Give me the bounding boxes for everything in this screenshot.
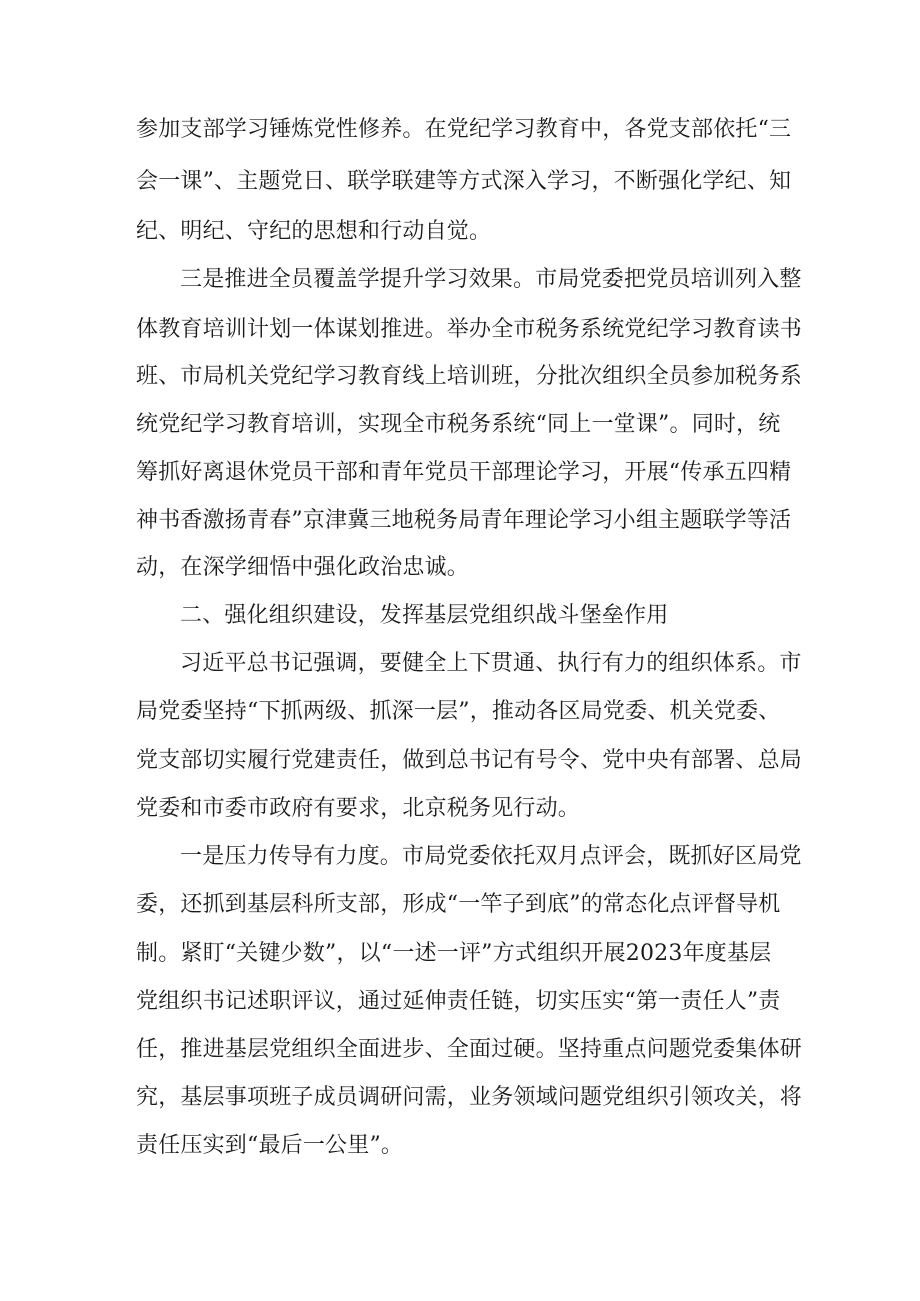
paragraph-line: 习近平总书记强调，要健全上下贯通、执行有力的组织体系。市 — [180, 651, 802, 676]
section-heading: 二、强化组织建设，发挥基层党组织战斗堡垒作用 — [180, 603, 669, 628]
paragraph-line: 党委和市委市政府有要求，北京税务见行动。 — [136, 796, 581, 821]
paragraph-line: 责任压实到“最后一公里”。 — [136, 1133, 404, 1158]
paragraph-line: 局党委坚持“下抓两级、抓深一层”，推动各区局党委、机关党委、 — [136, 699, 781, 724]
paragraph-line: 任，推进基层党组织全面进步、全面过硬。坚持重点问题党委集体研 — [136, 1037, 803, 1062]
paragraph-line: 究，基层事项班子成员调研问需，业务领域问题党组织引领攻关，将 — [136, 1085, 803, 1110]
paragraph-line: 体教育培训计划一体谋划推进。举办全市税务系统党纪学习教育读书 — [136, 317, 803, 342]
paragraph-line: 制。紧盯“关键少数”，以“一述一评”方式组织开展2023年度基层 — [136, 941, 772, 966]
paragraph-line: 筹抓好离退休党员干部和青年党员干部理论学习，开展“传承五四精 — [136, 460, 792, 485]
paragraph-line: 动，在深学细悟中强化政治忠诚。 — [136, 555, 470, 580]
paragraph-line: 班、市局机关党纪学习教育线上培训班，分批次组织全员参加税务系 — [136, 364, 803, 389]
paragraph-line: 会一课”、主题党日、联学联建等方式深入学习，不断强化学纪、知 — [136, 169, 792, 194]
paragraph-line: 党组织书记述职评议，通过延伸责任链，切实压实“第一责任人”责 — [136, 989, 781, 1014]
paragraph-line: 参加支部学习锤炼党性修养。在党纪学习教育中，各党支部依托“三 — [136, 117, 792, 142]
paragraph-line: 三是推进全员覆盖学提升学习效果。市局党委把党员培训列入整 — [180, 267, 802, 292]
paragraph-line: 一是压力传导有力度。市局党委依托双月点评会，既抓好区局党 — [180, 844, 802, 869]
paragraph-line: 委，还抓到基层科所支部，形成“一竿子到底”的常态化点评督导机 — [136, 892, 781, 917]
paragraph-line: 纪、明纪、守纪的思想和行动自觉。 — [136, 219, 492, 244]
paragraph-line: 党支部切实履行党建责任，做到总书记有号令、党中央有部署、总局 — [136, 748, 803, 773]
paragraph-line: 统党纪学习教育培训，实现全市税务系统“同上一堂课”。同时，统 — [136, 412, 781, 437]
paragraph-line: 神书香激扬青春”京津冀三地税务局青年理论学习小组主题联学等活 — [136, 508, 792, 533]
